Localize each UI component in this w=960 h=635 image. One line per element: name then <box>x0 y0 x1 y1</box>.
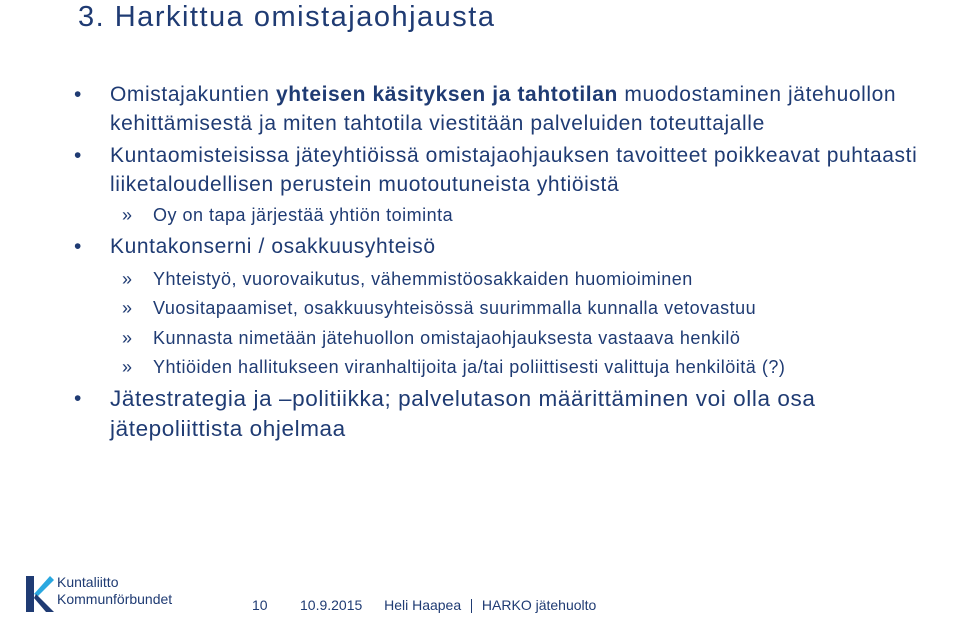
sub-bullet-3c-text: Kunnasta nimetään jätehuollon omistajaohjauksesta vastaava henkilö <box>153 328 741 348</box>
bullet-3-text: Kuntakonserni / osakkuusyhteisö <box>110 235 436 258</box>
bullet-2-text: Kuntaomisteisissa jäteyhtiöissä omistajaohjauksen tavoitteet poikkeavat puhtaasti liiketaloudellisen perustein muotoutuneista yhtiöistä <box>110 144 918 196</box>
sub-bullet-3a <box>70 266 940 292</box>
logo-mark-icon <box>24 574 54 614</box>
sub-bullet-marker: » <box>122 205 133 225</box>
logo-text <box>57 574 172 608</box>
bullet-4 <box>70 384 940 444</box>
footer-date: 10.9.2015 <box>300 597 363 613</box>
sub-bullet-3b <box>70 295 940 321</box>
sub-bullet-marker: » <box>122 269 133 289</box>
sub-bullet-3b-text: Vuositapaamiset, osakkuusyhteisössä suurimmalla kunnalla vetovastuu <box>153 298 757 318</box>
sub-bullet-3d <box>70 354 940 380</box>
sub-bullet-marker: » <box>122 357 133 377</box>
footer-meta <box>300 597 596 613</box>
sub-bullet-3a-text: Yhteistyö, vuorovaikutus, vähemmistöosakkaiden huomioiminen <box>153 269 693 289</box>
sub-bullet-marker: » <box>122 298 133 318</box>
logo-line-2: Kommunförbundet <box>57 591 173 607</box>
bullet-2 <box>70 141 940 199</box>
bullet-1-post: muodostaminen jätehuollon kehittämisestä ja miten tahtotila viestitään palveluiden toteuttajalle <box>110 83 897 135</box>
slide-content <box>70 80 940 444</box>
sub-bullet-marker: » <box>122 328 133 348</box>
bullet-1 <box>70 80 940 138</box>
bullet-1-pre: Omistajakuntien <box>110 83 277 106</box>
footer-separator <box>471 599 472 613</box>
footer-author: Heli Haapea <box>384 597 462 613</box>
sub-bullet-3c <box>70 325 940 351</box>
page-number: 10 <box>252 597 268 613</box>
sub-bullet-2a <box>70 202 940 228</box>
sub-bullet-2a-text: Oy on tapa järjestää yhtiön toiminta <box>153 205 454 225</box>
bullet-3 <box>70 232 940 261</box>
logo-line-1: Kuntaliitto <box>57 574 119 590</box>
bullet-4-text: Jätestrategia ja –politiikka; palvelutason määrittäminen voi olla osa jätepoliittista ohjelmaa <box>110 386 816 441</box>
sub-bullet-3d-text: Yhtiöiden hallitukseen viranhaltijoita ja/tai poliittisesti valittuja henkilöitä (?) <box>153 357 786 377</box>
kuntaliitto-logo <box>24 574 194 614</box>
bullet-1-emphasis: yhteisen käsityksen ja tahtotilan <box>276 83 618 106</box>
footer-document: HARKO jätehuolto <box>481 597 597 613</box>
slide-title: 3. Harkittua omistajaohjausta <box>78 1 496 33</box>
footer <box>252 597 268 613</box>
